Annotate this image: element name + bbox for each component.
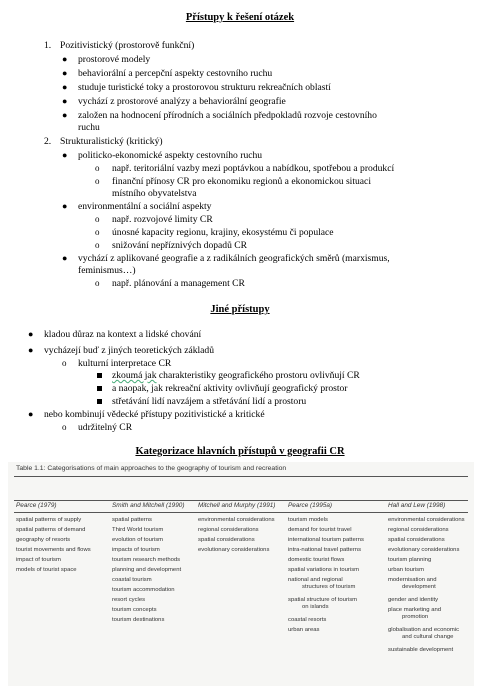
table-cell: urban areas xyxy=(288,627,320,633)
circle-bullet-icon: o xyxy=(95,227,100,237)
list-subsubitem: střetávání lidí navzájem a střetávání lidí a prostoru xyxy=(112,396,307,407)
spellcheck-underlined-text: zkoumá jak xyxy=(112,370,157,381)
list-item: politicko-ekonomické aspekty cestovního ruchu xyxy=(78,150,263,161)
bullet-icon: ● xyxy=(62,201,68,211)
table-cell: spatial considerations xyxy=(388,537,445,543)
table-column-header: Mitchell and Murphy (1991) xyxy=(198,502,276,509)
table-cell: Third World tourism xyxy=(112,527,164,533)
table-cell: regional considerations xyxy=(198,527,259,533)
section-title-other-approaches: Jiné přístupy xyxy=(210,304,270,315)
table-cell: sustainable development xyxy=(388,647,454,653)
bullet-icon: ● xyxy=(28,345,34,355)
table-column-header: Pearce (1995a) xyxy=(288,502,333,509)
table-cell: coastal resorts xyxy=(288,617,327,623)
bullet-icon: ● xyxy=(62,54,68,64)
table-cell: on islands xyxy=(302,604,329,610)
table-cell: regional considerations xyxy=(388,527,449,533)
list-item: prostorové modely xyxy=(78,54,151,65)
table-cell: place marketing and xyxy=(388,607,442,613)
circle-bullet-icon: o xyxy=(95,163,100,173)
table-cell: planning and development xyxy=(112,567,182,573)
table-rule xyxy=(14,476,468,477)
list-subitem: finanční přínosy CR pro ekonomiku regionů a ekonomickou situaci xyxy=(112,176,371,187)
list-subitem: např. plánování a management CR xyxy=(112,278,245,289)
list-item-continuation: feminismus…) xyxy=(78,265,136,276)
bullet-icon: ● xyxy=(28,409,34,419)
table-cell: resort cycles xyxy=(112,597,146,603)
list-subitem-continuation: místního obyvatelstva xyxy=(112,188,197,199)
scanned-table-image xyxy=(8,462,474,686)
table-cell: intra-national travel patterns xyxy=(288,547,362,553)
table-cell: international tourism patterns xyxy=(288,537,364,543)
circle-bullet-icon: o xyxy=(95,176,100,186)
table-cell: gender and identity xyxy=(388,597,439,603)
table-cell: evolutionary considerations xyxy=(198,547,270,553)
table-cell: spatial variations in tourism xyxy=(288,567,360,573)
table-rule xyxy=(14,512,468,513)
square-bullet-icon xyxy=(97,373,102,378)
list-subitem: např. rozvojové limity CR xyxy=(112,214,213,225)
table-cell: globalisation and economic xyxy=(388,627,460,633)
table-cell: tourism models xyxy=(288,517,328,523)
circle-bullet-icon: o xyxy=(95,278,100,288)
table-cell: tourism concepts xyxy=(112,607,157,613)
bullet-icon: ● xyxy=(62,82,68,92)
list-subitem: snižování nepříznivých dopadů CR xyxy=(112,240,248,251)
table-cell: spatial structure of tourism xyxy=(288,597,358,603)
list-subsubitem: a naopak, jak rekreační aktivity ovlivňují geografický prostor xyxy=(112,383,348,394)
section-title-approaches: Přístupy k řešení otázek xyxy=(185,12,295,23)
list-item: studuje turistické toky a prostorovou strukturu rekreačních oblastí xyxy=(78,82,331,93)
table-cell: environmental considerations xyxy=(198,517,275,523)
table-cell: structures of tourism xyxy=(302,584,356,590)
table-cell: models of tourist space xyxy=(16,567,77,573)
list-item: environmentální a sociální aspekty xyxy=(78,201,212,212)
table-cell: modernisation and xyxy=(388,577,437,583)
list-number-1: 1. xyxy=(44,40,52,51)
bullet-icon: ● xyxy=(62,253,68,263)
table-cell: tourism destinations xyxy=(112,617,165,623)
table-cell: urban tourism xyxy=(388,567,425,573)
table-cell: geography of resorts xyxy=(16,537,71,543)
table-cell: demand for tourist travel xyxy=(288,527,352,533)
list-item: behaviorální a percepční aspekty cestovního ruchu xyxy=(78,68,273,79)
table-cell: development xyxy=(402,584,436,590)
list-subitem: kulturní interpretace CR xyxy=(78,358,172,369)
table-column-header: Hall and Lew (1998) xyxy=(388,502,446,509)
bullet-icon: ● xyxy=(62,96,68,106)
list-number-2: 2. xyxy=(44,136,52,147)
list-item-continuation: ruchu xyxy=(78,122,100,133)
table-column-header: Pearce (1979) xyxy=(16,502,57,509)
square-bullet-icon xyxy=(97,399,102,404)
table-cell: spatial considerations xyxy=(198,537,255,543)
list-item: vychází z prostorové analýzy a behaviorální geografie xyxy=(78,96,286,107)
table-cell: coastal tourism xyxy=(112,577,152,583)
table-cell: evolution of tourism xyxy=(112,537,164,543)
table-cell: tourist movements and flows xyxy=(16,547,91,553)
table-cell: tourism accommodation xyxy=(112,587,175,593)
list-subsubitem-text: charakteristiky geografického prostoru ovlivňují CR xyxy=(156,370,360,381)
table-cell: environmental considerations xyxy=(388,517,465,523)
list-item: vychází z aplikované geografie a z radikálních geografických směrů (marxismus, xyxy=(78,253,390,264)
table-cell: impacts of tourism xyxy=(112,547,160,553)
circle-bullet-icon: o xyxy=(62,358,67,368)
table-cell: and cultural change xyxy=(402,634,454,640)
table-rule xyxy=(14,500,468,501)
list-item: založen na hodnocení přírodních a sociálních předpokladů rozvoje cestovního xyxy=(78,110,377,121)
table-caption: Table 1.1: Categorisations of main approaches to the geography of tourism and recreation xyxy=(16,465,287,472)
approach-positivist: Pozitivistický (prostorově funkční) xyxy=(60,40,195,51)
list-subsubitem xyxy=(112,370,360,381)
table-cell: spatial patterns of demand xyxy=(16,527,86,533)
table-cell: tourism research methods xyxy=(112,557,181,563)
square-bullet-icon xyxy=(97,386,102,391)
table-cell: domestic tourist flows xyxy=(288,557,345,563)
table-cell: tourism planning xyxy=(388,557,432,563)
table-column-header: Smith and Mitchell (1990) xyxy=(112,502,185,509)
table-cell: spatial patterns xyxy=(112,517,152,523)
table-cell: evolutionary considerations xyxy=(388,547,460,553)
approach-structuralist: Strukturalistický (kritický) xyxy=(60,136,163,147)
list-subitem: např. teritoriální vazby mezi poptávkou a nabídkou, spotřebou a produkcí xyxy=(112,163,395,174)
list-subitem: únosné kapacity regionu, krajiny, ekosystému či populace xyxy=(112,227,334,238)
table-cell: national and regional xyxy=(288,577,343,583)
list-subitem: udržitelný CR xyxy=(78,422,133,433)
list-item: nebo kombinují vědecké přístupy pozitivistické a kritické xyxy=(44,409,265,420)
table-cell: promotion xyxy=(402,614,429,620)
section-title-categorisation: Kategorizace hlavních přístupů v geografii CR xyxy=(135,446,345,457)
table-cell: spatial patterns of supply xyxy=(16,517,82,523)
list-item: kladou důraz na kontext a lidské chování xyxy=(44,329,202,340)
bullet-icon: ● xyxy=(62,110,68,120)
bullet-icon: ● xyxy=(62,68,68,78)
bullet-icon: ● xyxy=(62,150,68,160)
list-item: vycházejí buď z jiných teoretických základů xyxy=(44,345,215,356)
circle-bullet-icon: o xyxy=(95,240,100,250)
circle-bullet-icon: o xyxy=(62,422,67,432)
table-cell: impact of tourism xyxy=(16,557,61,563)
bullet-icon: ● xyxy=(28,329,34,339)
circle-bullet-icon: o xyxy=(95,214,100,224)
